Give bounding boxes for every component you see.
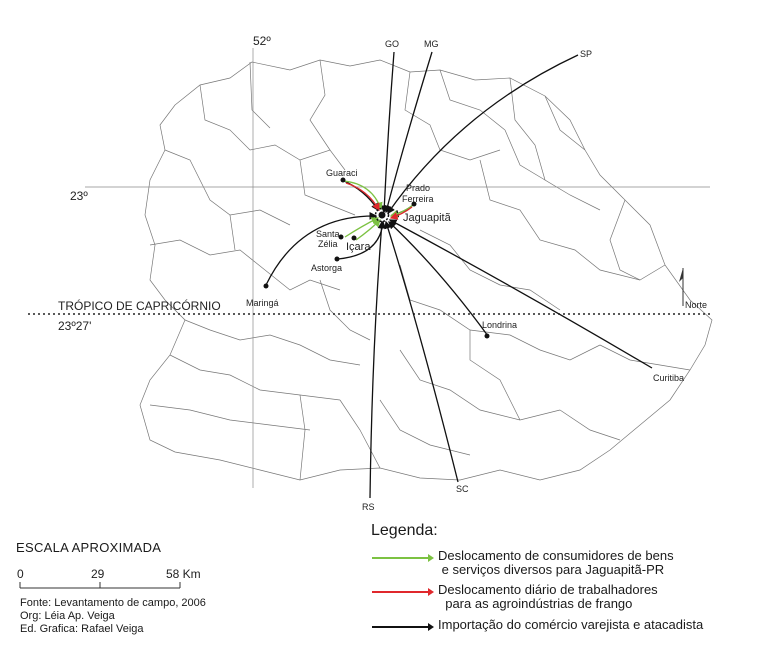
- legend-text-line: Importação do comércio varejista e atacadista: [438, 617, 704, 632]
- legend-swatch-black: [372, 626, 432, 628]
- icara-label: Içara: [346, 241, 371, 253]
- legend-text-line: e serviços diversos para Jaguapitã-PR: [438, 562, 665, 577]
- dest-maringa-label: Maringá: [246, 298, 279, 308]
- scale-tick-58: 58 Km: [166, 567, 201, 581]
- astorga-dot: [335, 257, 340, 262]
- legend-swatch-green: [372, 557, 432, 559]
- legend-text-line: Deslocamento de consumidores de bens: [438, 548, 674, 563]
- credits: [20, 597, 206, 636]
- credit-editor: Ed. Grafica: Rafael Veiga: [20, 623, 144, 635]
- tropic-lat-label: 23º27': [58, 319, 92, 333]
- tropic-name-label: TRÓPICO DE CAPRICÓRNIO: [58, 299, 221, 313]
- scale-bar: [20, 582, 180, 588]
- dest-londrina-label: Londrina: [482, 320, 518, 330]
- prado-label: Prado: [406, 183, 431, 193]
- credit-org: Org: Léia Ap. Veiga: [20, 610, 115, 622]
- dest-rs-label: RS: [362, 502, 375, 512]
- ferreira-label: Ferreira: [402, 194, 434, 204]
- santa-label: Santa: [316, 229, 340, 239]
- astorga-label: Astorga: [311, 263, 343, 273]
- consumer-flows: [344, 181, 413, 240]
- dest-curitiba-label: Curitiba: [653, 373, 685, 383]
- legend-item-workers: [372, 583, 658, 611]
- legend-swatch-red: [372, 591, 432, 593]
- dest-go-label: GO: [385, 39, 400, 49]
- municipal-boundaries: [140, 60, 712, 480]
- meridian-label: 52º: [253, 34, 271, 48]
- dest-sc-label: SC: [456, 484, 469, 494]
- maringa-dot: [264, 284, 269, 289]
- scale-title: ESCALA APROXIMADA: [16, 540, 162, 555]
- legend-item-imports: [372, 618, 703, 632]
- londrina-dot: [485, 334, 490, 339]
- north-arrow: [679, 268, 707, 310]
- legend-title: Legenda:: [371, 522, 438, 539]
- credit-source: Fonte: Levantamento de campo, 2006: [20, 597, 206, 609]
- zelia-label: Zélia: [318, 239, 338, 249]
- graticule: [85, 48, 710, 488]
- legend-text-line: para as agroindústrias de frango: [438, 596, 633, 611]
- parallel-label: 23º: [70, 189, 88, 203]
- hub-label: Jaguapitã: [403, 212, 451, 224]
- legend-text-line: Deslocamento diário de trabalhadores: [438, 582, 658, 597]
- scale-tick-0: 0: [17, 567, 24, 581]
- guaraci-label: Guaraci: [326, 168, 358, 178]
- dest-mg-label: MG: [424, 39, 439, 49]
- dest-sp-label: SP: [580, 49, 593, 59]
- legend-item-consumers: [372, 549, 674, 577]
- guaraci-dot: [341, 178, 346, 183]
- north-label: Norte: [685, 300, 708, 310]
- scale-tick-29: 29: [91, 567, 105, 581]
- icara-dot: [352, 236, 357, 241]
